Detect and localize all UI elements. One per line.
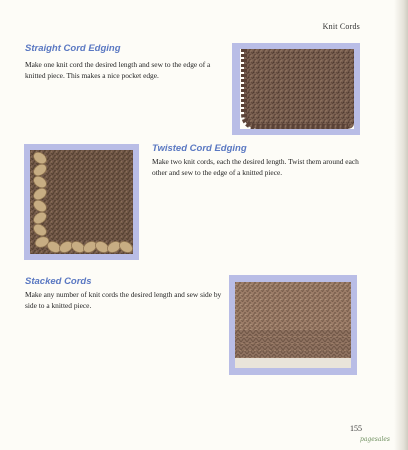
section-body-stacked-cords: Make any number of knit cords the desired length and sew side by side to a knitted piece. xyxy=(25,290,222,310)
twisted-cord-edging-photo xyxy=(30,150,133,254)
photo-frame-straight-cord xyxy=(232,43,360,135)
page-gutter-shadow xyxy=(394,0,408,450)
stacked-cords-photo xyxy=(235,282,351,368)
section-heading-twisted-cord: Twisted Cord Edging xyxy=(152,143,247,154)
page-number: 155 xyxy=(350,424,362,433)
photo-frame-stacked-cords xyxy=(229,275,357,375)
section-body-twisted-cord: Make two knit cords, each the desired length. Twist them around each other and sew to the edge of a knitted piece. xyxy=(152,157,359,177)
straight-cord-edging-photo xyxy=(240,49,354,129)
watermark-text: pagesales xyxy=(359,436,390,443)
running-head: Knit Cords xyxy=(322,22,360,31)
section-body-straight-cord: Make one knit cord the desired length and sew to the edge of a knitted piece. This makes a nice pocket edge. xyxy=(25,60,211,80)
section-heading-straight-cord: Straight Cord Edging xyxy=(25,43,121,54)
section-heading-stacked-cords: Stacked Cords xyxy=(25,276,92,287)
photo-frame-twisted-cord xyxy=(24,144,139,260)
